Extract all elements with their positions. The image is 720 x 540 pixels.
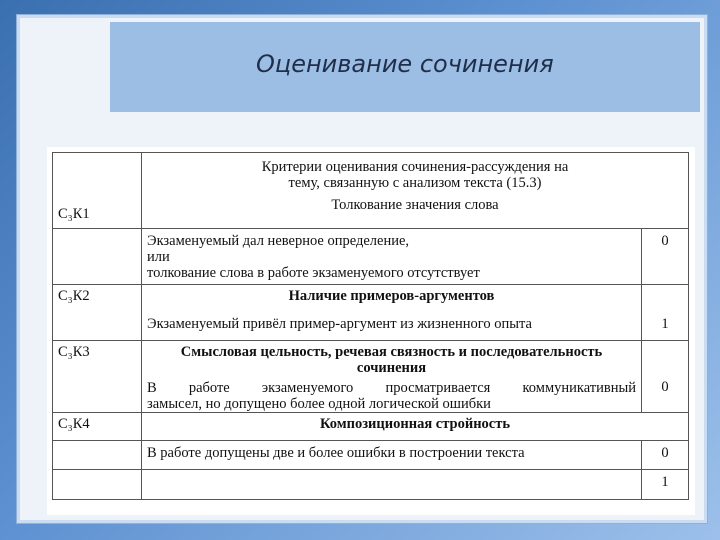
table-row bbox=[53, 469, 689, 499]
table-row bbox=[53, 413, 689, 441]
table-row bbox=[53, 228, 689, 284]
score-cell: 1 bbox=[642, 469, 689, 499]
score-cell: 0 bbox=[642, 228, 689, 284]
score-cell: 0 bbox=[642, 441, 689, 469]
criterion-description: Смысловая цельность, речевая связность и последовательность сочинения В работе экзаменуемого просматривается коммуникативный замысел, но допущено более одной логической ошибки bbox=[142, 340, 642, 413]
criterion-code: С₃К3 bbox=[53, 340, 142, 413]
criterion-description: Экзаменуемый дал неверное определение, или толкование слова в работе экзаменуемого отсутствует bbox=[142, 228, 642, 284]
criterion-heading: Композиционная стройность bbox=[142, 413, 689, 441]
criterion-heading: Смысловая цельность, речевая связность и последовательность сочинения bbox=[180, 343, 603, 376]
criterion-heading: Толкование значения слова bbox=[331, 197, 499, 213]
table-row bbox=[53, 441, 689, 469]
criteria-table bbox=[52, 152, 689, 500]
criterion-heading: Наличие примеров-аргументов bbox=[288, 288, 495, 305]
table-header-cell bbox=[142, 153, 689, 229]
table-header-text: Критерии оценивания сочинения-рассуждения на тему, связанную с анализом текста (15.3) bbox=[261, 159, 569, 191]
criterion-description: В работе допущены две и более ошибки в построении текста bbox=[142, 441, 642, 469]
criterion-description bbox=[142, 469, 642, 499]
criterion-code: С₃К2 bbox=[53, 285, 142, 340]
criterion-code: С₃К4 bbox=[53, 413, 142, 441]
score-cell: 0 bbox=[642, 340, 689, 413]
table-header-row bbox=[53, 153, 689, 229]
score-cell: 1 bbox=[642, 285, 689, 340]
criterion-code: С₃К1 bbox=[53, 153, 142, 229]
table-row bbox=[53, 340, 689, 413]
criterion-description: Наличие примеров-аргументов Экзаменуемый привёл пример-аргумент из жизненного опыта bbox=[142, 285, 642, 340]
slide-title: Оценивание сочинения bbox=[256, 50, 554, 78]
table-row bbox=[53, 285, 689, 340]
